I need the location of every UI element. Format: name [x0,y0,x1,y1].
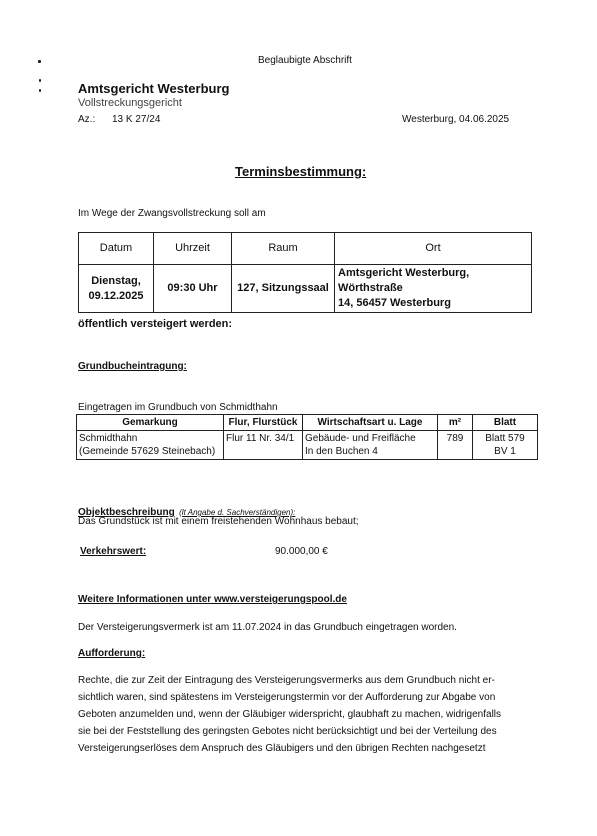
court-department: Vollstreckungsgericht [78,97,182,109]
termin-row [79,265,532,313]
header-blatt: Blatt [473,415,538,431]
az-value: 13 K 27/24 [112,114,161,125]
scan-mark [39,79,41,82]
header-uhrzeit: Uhrzeit [154,233,232,265]
ort-line-2: 14, 56457 Westerburg [338,297,451,309]
place-date: Westerburg, 04.06.2025 [402,114,510,125]
aufforderung-heading: Aufforderung: [78,648,146,659]
cell-datum [79,265,154,313]
gemarkung-line-1: Schmidthahn [79,433,138,444]
blatt-line-2: BV 1 [494,446,516,457]
header-flur: Flur, Flurstück [224,415,303,431]
grundbuch-heading: Grundbucheintragung: [78,361,187,372]
grundbuch-row [77,431,538,460]
datum-date: 09.12.2025 [88,289,144,302]
court-name: Amtsgericht Westerburg [78,81,230,96]
header-qm: m² [438,415,473,431]
header-wirtschaftsart: Wirtschaftsart u. Lage [303,415,438,431]
objekt-note: (lt Angabe d. Sachverständigen): [179,508,296,517]
scan-mark [39,89,41,92]
cell-uhrzeit: 09:30 Uhr [154,265,232,313]
aufforderung-line: sie bei der Feststellung des geringsten Gebotes nicht berücksichtigt und bei der Verteilung des [78,726,497,737]
blatt-line-1: Blatt 579 [485,433,525,444]
cell-qm: 789 [438,431,473,460]
aufforderung-line: Geboten anzumelden und, wenn der Gläubiger widerspricht, glaubhaft zu machen, widrigenfalls [78,709,502,720]
objekt-heading: Objektbeschreibung [78,507,175,518]
header-ort: Ort [335,233,532,265]
verkehrswert-value: 90.000,00 € [275,546,328,557]
cell-flur: Flur 11 Nr. 34/1 [224,431,303,460]
cell-gemarkung [77,431,224,460]
weitere-informationen: Weitere Informationen unter www.versteigerungspool.de [78,594,347,605]
grundbuch-table [76,414,538,460]
termin-header-row [79,233,532,265]
document-title: Terminsbestimmung: [235,164,367,179]
header-raum: Raum [232,233,335,265]
ort-line-1: Amtsgericht Westerburg, Wörthstraße [338,267,470,294]
intro-text: Im Wege der Zwangsvollstreckung soll am [78,208,266,219]
aufforderung-text [78,672,528,757]
cell-raum: 127, Sitzungssaal [232,265,335,313]
grundbuch-intro: Eingetragen im Grundbuch von Schmidthahn [78,402,278,413]
verkehrswert-label: Verkehrswert: [80,546,147,557]
aufforderung-line: Versteigerungserlöses dem Anspruch des Gläubigers und den übrigen Rechten nachgesetzt [78,743,486,754]
scan-mark [38,60,41,63]
az-label: Az.: [78,114,96,125]
termin-table [78,232,532,313]
datum-weekday: Dienstag, [91,274,141,287]
cell-wirtschaftsart [303,431,438,460]
wirtschaftsart-line-1: Gebäude- und Freifläche [305,433,416,444]
header-datum: Datum [79,233,154,265]
aufforderung-line: Rechte, die zur Zeit der Eintragung des Versteigerungsvermerks aus dem Grundbuch nicht er- [78,675,495,686]
versteigert-text: öffentlich versteigert werden: [78,318,233,330]
aufforderung-line: sichtlich waren, sind spätestens im Versteigerungstermin vor der Aufforderung zur Abgabe von [78,692,496,703]
header-gemarkung: Gemarkung [77,415,224,431]
wirtschaftsart-line-2: In den Buchen 4 [305,446,378,457]
gemarkung-line-2: (Gemeinde 57629 Steinebach) [79,446,216,457]
certified-copy-label: Beglaubigte Abschrift [258,55,352,66]
cell-blatt [473,431,538,460]
grundbuch-header-row [77,415,538,431]
vermerk-text: Der Versteigerungsvermerk ist am 11.07.2024 in das Grundbuch eingetragen worden. [78,622,457,633]
objekt-text: Das Grundstück ist mit einem freistehenden Wohnhaus bebaut; [78,516,359,527]
cell-ort [335,265,532,313]
